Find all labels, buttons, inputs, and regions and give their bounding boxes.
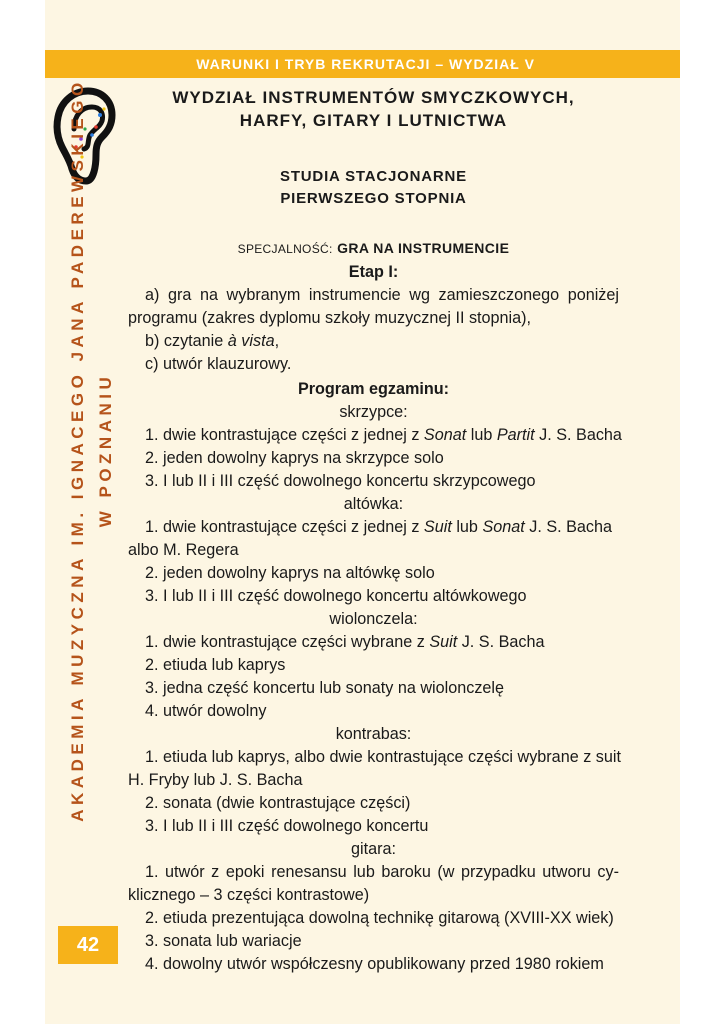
viola-item-1-text-b: lub [451, 518, 483, 536]
stage-item-c: c) utwór klauzurowy. [145, 355, 292, 373]
title-line-2: HARFY, GITARY I LUTNICTWA [239, 111, 508, 130]
guitar-item-3: 3. sonata lub wariacje [145, 932, 302, 950]
stage-item-b-suffix: , [274, 332, 280, 350]
title-line-1: WYDZIAŁ INSTRUMENTÓW SMYCZKOWYCH, [172, 88, 575, 107]
violin-item-2: 2. jeden dowolny kaprys na skrzypce solo [145, 449, 444, 467]
sidebar-line-1: AKADEMIA MUZYCZNA IM. IGNACEGO JANA PADEREWSKIEGO [68, 78, 87, 822]
subtitle-line-1: STUDIA STACJONARNE [280, 168, 467, 185]
viola-item-1-italic-1: Suit [423, 518, 452, 536]
cello-item-1-text-a: 1. dwie kontrastujące części wybrane z [145, 633, 430, 651]
violin-item-1 [128, 424, 622, 447]
subtitle-line-2: PIERWSZEGO STOPNIA [280, 190, 467, 207]
cello-heading: wiolonczela: [329, 610, 418, 628]
cello-item-3: 3. jedna część koncertu lub sonaty na wiolonczelę [145, 679, 505, 697]
stage-item-a-line2: programu (zakres dyplomu szkoły muzycznej II stopnia), [128, 309, 532, 327]
violin-item-3: 3. I lub II i III część dowolnego koncertu skrzypcowego [145, 472, 536, 490]
guitar-item-4: 4. dowolny utwór współczesny opublikowany przed 1980 rokiem [145, 955, 604, 973]
violin-heading: skrzypce: [339, 403, 408, 421]
viola-item-2: 2. jeden dowolny kaprys na altówkę solo [145, 564, 435, 582]
violin-item-1-text-a: 1. dwie kontrastujące części z jednej z [145, 426, 424, 444]
banner-text: WARUNKI I TRYB REKRUTACJI – WYDZIAŁ V [196, 56, 535, 72]
cello-item-1-italic: Suit [429, 633, 458, 651]
violin-item-1-text-c: J. S. Bacha [534, 426, 622, 444]
bass-item-2: 2. sonata (dwie kontrastujące części) [145, 794, 411, 812]
guitar-item-1-line1: 1. utwór z epoki renesansu lub baroku (w przypadku utworu cy- [145, 863, 619, 881]
page-number-text: 42 [76, 933, 100, 956]
viola-item-1 [128, 516, 619, 539]
specialty-label: SPECJALNOŚĆ: [237, 242, 333, 256]
sidebar-vertical-title [64, 0, 124, 900]
violin-item-1-italic-2: Partit [496, 426, 535, 444]
stage-item-b [128, 330, 619, 353]
guitar-heading: gitara: [351, 840, 396, 858]
specialty [128, 238, 619, 259]
bass-heading: kontrabas: [335, 725, 412, 743]
bass-item-1-line1: 1. etiuda lub kaprys, albo dwie kontrastujące części wybrane z suit [145, 748, 621, 766]
guitar-item-2: 2. etiuda prezentująca dowolną technikę gitarową (XVIII-XX wiek) [145, 909, 614, 927]
bass-item-1-line2: H. Fryby lub J. S. Bacha [128, 771, 303, 789]
viola-item-1-italic-2: Sonat [482, 518, 525, 536]
viola-item-1-text-c: J. S. Bacha [524, 518, 613, 536]
cello-item-1-text-b: J. S. Bacha [457, 633, 545, 651]
bass-item-3: 3. I lub II i III część dowolnego koncertu [145, 817, 429, 835]
page-title [128, 86, 619, 132]
violin-item-1-italic-1: Sonat [423, 426, 467, 444]
specialty-value: GRA NA INSTRUMENCIE [337, 240, 510, 256]
page-number [58, 926, 118, 964]
viola-item-3: 3. I lub II i III część dowolnego koncertu altówkowego [145, 587, 527, 605]
violin-item-1-text-b: lub [466, 426, 497, 444]
stage-item-b-prefix: b) czytanie [145, 332, 228, 350]
stage-title: Etap I: [348, 263, 399, 281]
viola-heading: altówka: [343, 495, 404, 513]
header-banner [45, 50, 680, 78]
guitar-item-1-line2: klicznego – 3 części kontrastowe) [128, 886, 370, 904]
viola-item-1-text-a: 1. dwie kontrastujące części z jednej z [145, 518, 424, 536]
page-subtitle [128, 166, 619, 210]
cello-item-4: 4. utwór dowolny [145, 702, 267, 720]
cello-item-2: 2. etiuda lub kaprys [145, 656, 286, 674]
stage-item-b-italic: à vista [227, 332, 275, 350]
stage-item-a-line1: a) gra na wybranym instrumencie wg zamieszczonego poniżej [145, 286, 619, 304]
sidebar-line-2: W POZNANIU [96, 372, 115, 528]
viola-item-1-line2: albo M. Regera [128, 541, 239, 559]
cello-item-1 [128, 631, 619, 654]
main-content [128, 86, 622, 976]
program-title: Program egzaminu: [297, 380, 450, 398]
